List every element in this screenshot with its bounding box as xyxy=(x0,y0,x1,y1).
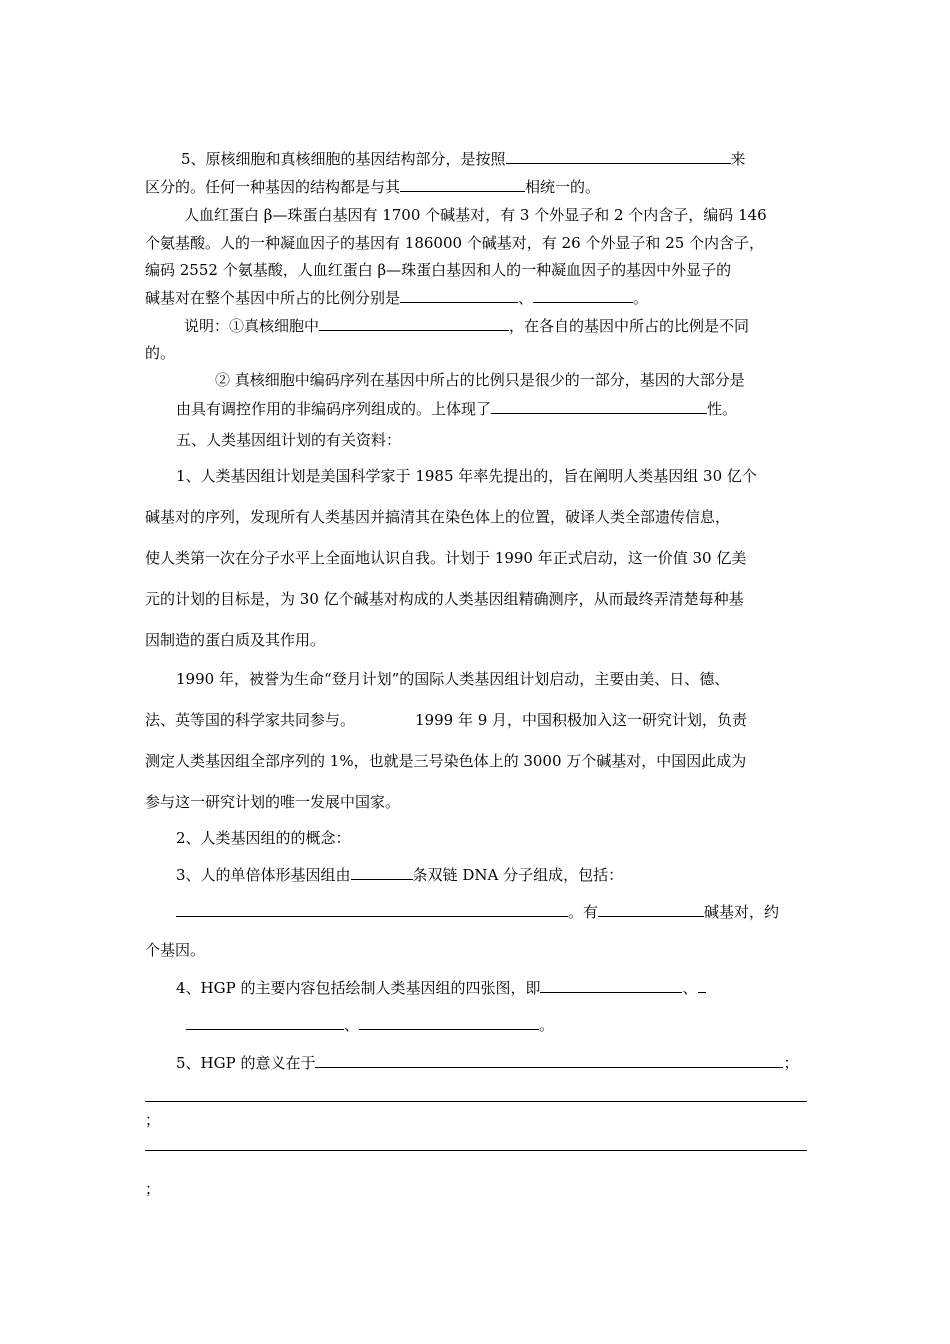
fill-blank[interactable] xyxy=(598,901,704,917)
fill-blank[interactable] xyxy=(186,1014,344,1030)
text: 性。 xyxy=(707,400,738,418)
text: 说明：①真核细胞中 xyxy=(184,317,320,335)
text: 3、人的单倍体形基因组由 xyxy=(176,866,351,884)
s5-line-1 xyxy=(181,148,746,169)
question-3-line-2 xyxy=(176,901,779,922)
question-5-line-1 xyxy=(176,1052,798,1073)
text: 区分的。任何一种基因的结构都是与其 xyxy=(145,178,401,196)
para2-line-3: 测定人类基因组全部序列的 1%，也就是三号染色体上的 3000 万个碱基对，中国因此成为 xyxy=(145,752,747,770)
text: 。 xyxy=(633,289,649,307)
para1-line-4: 元的计划的目标是，为 30 亿个碱基对构成的人类基因组精确测序，从而最终弄清楚每种基 xyxy=(145,590,744,608)
fill-blank[interactable] xyxy=(176,901,568,917)
question-4-line-2 xyxy=(186,1014,554,1035)
text: 4、HGP 的主要内容包括绘制人类基因组的四张图，即 xyxy=(176,979,541,997)
text: 条双链 DNA 分子组成，包括： xyxy=(412,866,624,884)
para2-line-1: 1990 年，被誉为生命“登月计划”的国际人类基因组计划启动，主要由美、日、德、 xyxy=(176,670,730,688)
note-line-4 xyxy=(176,398,737,419)
text: 碱基对，约 xyxy=(704,903,780,921)
para1-line-1: 1、人类基因组计划是美国科学家于 1985 年率先提出的，旨在阐明人类基因组 30 亿个 xyxy=(176,467,757,485)
text: 、 xyxy=(344,1016,360,1034)
example-line-3: 编码 2552 个氨基酸，人血红蛋白 β—珠蛋白基因和人的一种凝血因子的基因中外显子的 xyxy=(145,261,732,279)
text: 。有 xyxy=(568,903,599,921)
fill-blank[interactable] xyxy=(315,1052,783,1068)
para1-line-5: 因制造的蛋白质及其作用。 xyxy=(145,631,326,649)
fill-blank[interactable] xyxy=(400,287,518,303)
fill-blank[interactable] xyxy=(506,148,731,164)
text: 。 xyxy=(539,1016,555,1034)
fill-blank[interactable] xyxy=(400,176,525,192)
example-line-4 xyxy=(145,287,648,308)
text: 、 xyxy=(682,979,698,997)
answer-line[interactable] xyxy=(145,1150,807,1151)
text: 由具有调控作用的非编码序列组成的。上体现了 xyxy=(176,400,492,418)
para1-line-3: 使人类第一次在分子水平上全面地认识自我。计划于 1990 年正式启动，这一价值 30 亿美 xyxy=(145,549,747,567)
fill-blank[interactable] xyxy=(319,315,509,331)
example-line-1: 人血红蛋白 β—珠蛋白基因有 1700 个碱基对，有 3 个外显子和 2 个内含子，编码 146 xyxy=(184,206,767,224)
text: 法、英等国的科学家共同参与。 xyxy=(145,711,356,729)
question-3-line-1 xyxy=(176,864,623,885)
semicolon: ； xyxy=(145,1180,161,1198)
text: 碱基对在整个基因中所占的比例分别是 xyxy=(145,289,401,307)
text: ； xyxy=(783,1054,799,1072)
note-line-1 xyxy=(184,315,749,336)
question-2: 2、人类基因组的的概念： xyxy=(176,829,351,847)
fill-blank[interactable] xyxy=(698,977,706,993)
text: 5、HGP 的意义在于 xyxy=(176,1054,316,1072)
fill-blank[interactable] xyxy=(351,864,413,880)
s5-line-2 xyxy=(145,176,600,197)
question-3-line-3: 个基因。 xyxy=(145,941,206,959)
text: 相统一的。 xyxy=(525,178,601,196)
para2-line-4: 参与这一研究计划的唯一发展中国家。 xyxy=(145,793,401,811)
fill-blank[interactable] xyxy=(359,1014,539,1030)
fill-blank[interactable] xyxy=(533,287,633,303)
section-heading: 五、人类基因组计划的有关资料： xyxy=(176,431,402,449)
para1-line-2: 碱基对的序列，发现所有人类基因并搞清其在染色体上的位置，破译人类全部遗传信息， xyxy=(145,508,731,526)
fill-blank[interactable] xyxy=(491,398,707,414)
para2-line-2 xyxy=(145,710,747,730)
text: 5、原核细胞和真核细胞的基因结构部分，是按照 xyxy=(181,150,506,168)
note-line-3: ② 真核细胞中编码序列在基因中所占的比例只是很少的一部分，基因的大部分是 xyxy=(215,371,745,389)
question-4-line-1 xyxy=(176,977,706,998)
text: ，在各自的基因中所占的比例是不同 xyxy=(509,317,750,335)
note-line-2: 的。 xyxy=(145,344,176,362)
text: 、 xyxy=(518,289,534,307)
fill-blank[interactable] xyxy=(540,977,682,993)
semicolon: ； xyxy=(145,1111,161,1129)
answer-line[interactable] xyxy=(145,1101,807,1102)
text: 1999 年 9 月，中国积极加入这一研究计划，负责 xyxy=(415,711,748,729)
text: 来 xyxy=(730,150,746,168)
example-line-2: 个氨基酸。人的一种凝血因子的基因有 186000 个碱基对，有 26 个外显子和 25 个内含子， xyxy=(145,234,765,252)
